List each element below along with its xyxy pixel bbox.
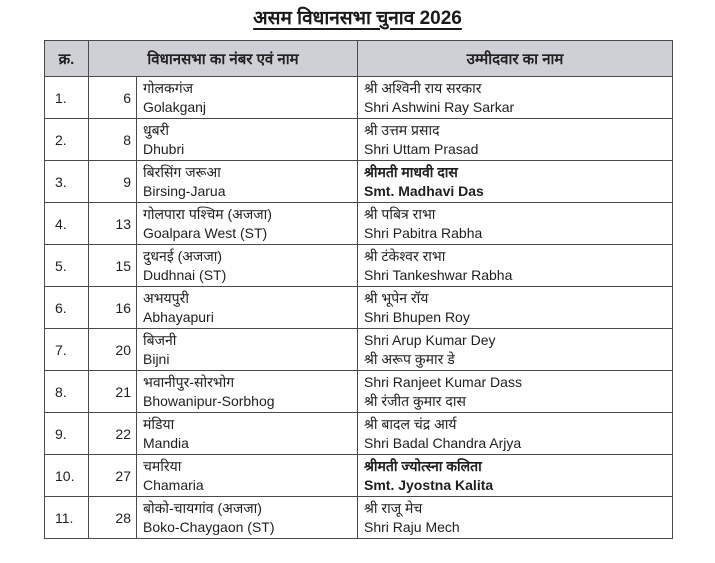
table-row: [45, 287, 673, 329]
constituency-name: [137, 329, 358, 371]
candidate-line-2: Shri Ashwini Ray Sarkar: [364, 98, 515, 115]
table-row: [45, 371, 673, 413]
constituency-name: [137, 245, 358, 287]
header-candidate: उम्मीदवार का नाम: [358, 41, 673, 77]
serial-cell: 6.: [45, 287, 89, 329]
candidate-line-2: Shri Pabitra Rabha: [364, 224, 483, 241]
constituency-name-hindi: बिजनी: [143, 331, 177, 348]
constituency-number: 28: [89, 497, 137, 539]
constituency-number: 8: [89, 119, 137, 161]
constituency-name-english: Golakganj: [143, 98, 207, 115]
table-row: [45, 329, 673, 371]
constituency-name-hindi: दुधनई (अजजा): [143, 247, 222, 264]
constituency-name-english: Bijni: [143, 350, 170, 367]
candidate-line-1: श्री टंकेश्वर राभा: [364, 247, 446, 264]
document-title-text: असम विधानसभा चुनाव 2026: [253, 8, 462, 29]
constituency-name-english: Dhubri: [143, 140, 185, 157]
candidate-line-1: श्री उत्तम प्रसाद: [364, 121, 440, 138]
constituency-name: [137, 77, 358, 119]
constituency-name: [137, 455, 358, 497]
candidate-line-1: श्री अश्विनी राय सरकार: [364, 79, 482, 96]
candidate-line-1: श्री भूपेन रॉय: [364, 289, 429, 306]
serial-cell: 4.: [45, 203, 89, 245]
constituency-name-english: Goalpara West (ST): [143, 224, 268, 241]
candidate-table: [44, 40, 673, 539]
constituency-name-hindi: भवानीपुर-सोरभोग: [143, 373, 235, 390]
constituency-number: 16: [89, 287, 137, 329]
constituency-name-english: Birsing-Jarua: [143, 182, 226, 199]
candidate-name: [358, 245, 673, 287]
serial-cell: 1.: [45, 77, 89, 119]
candidate-line-1: Shri Ranjeet Kumar Dass: [364, 373, 522, 390]
candidate-name: [358, 203, 673, 245]
constituency-number: 27: [89, 455, 137, 497]
serial-cell: 9.: [45, 413, 89, 455]
constituency-number: 15: [89, 245, 137, 287]
constituency-name: [137, 203, 358, 245]
constituency-name: [137, 497, 358, 539]
constituency-name-english: Dudhnai (ST): [143, 266, 227, 283]
constituency-name-english: Mandia: [143, 434, 189, 451]
candidate-name: [358, 329, 673, 371]
serial-cell: 11.: [45, 497, 89, 539]
serial-cell: 7.: [45, 329, 89, 371]
constituency-name: [137, 371, 358, 413]
constituency-name-hindi: बोको-चायगांव (अजजा): [143, 499, 262, 516]
candidate-line-2: श्री अरूप कुमार डे: [364, 350, 455, 367]
candidate-name: [358, 77, 673, 119]
constituency-name: [137, 413, 358, 455]
constituency-name-hindi: मंडिया: [143, 415, 175, 432]
candidate-name: [358, 497, 673, 539]
serial-cell: 10.: [45, 455, 89, 497]
candidate-name: [358, 455, 673, 497]
table-row: [45, 455, 673, 497]
constituency-number: 22: [89, 413, 137, 455]
candidate-line-1: श्रीमती ज्योत्स्ना कलिता: [364, 457, 482, 474]
constituency-number: 13: [89, 203, 137, 245]
candidate-line-2: Shri Uttam Prasad: [364, 140, 479, 157]
constituency-name: [137, 119, 358, 161]
header-serial: क्र.: [45, 41, 89, 77]
table-header-row: [45, 41, 673, 77]
constituency-name-hindi: गोलपारा पश्चिम (अजजा): [143, 205, 272, 222]
constituency-name-hindi: अभयपुरी: [143, 289, 189, 306]
constituency-name-hindi: धुबरी: [143, 121, 169, 138]
candidate-line-2: Shri Raju Mech: [364, 518, 460, 535]
candidate-line-1: Shri Arup Kumar Dey: [364, 331, 496, 348]
table-row: [45, 203, 673, 245]
candidate-line-2: Smt. Jyostna Kalita: [364, 476, 494, 493]
constituency-number: 6: [89, 77, 137, 119]
constituency-name-english: Bhowanipur-Sorbhog: [143, 392, 275, 409]
candidate-line-2: Shri Badal Chandra Arjya: [364, 434, 522, 451]
constituency-name-english: Abhayapuri: [143, 308, 214, 325]
candidate-name: [358, 119, 673, 161]
table-row: [45, 413, 673, 455]
constituency-name-hindi: बिरसिंग जरूआ: [143, 163, 221, 180]
serial-cell: 2.: [45, 119, 89, 161]
candidate-line-2: Shri Tankeshwar Rabha: [364, 266, 513, 283]
candidate-line-1: श्री राजू मेच: [364, 499, 423, 516]
table-row: [45, 497, 673, 539]
constituency-name-hindi: गोलकगंज: [143, 79, 194, 96]
constituency-name-hindi: चमरिया: [143, 457, 182, 474]
candidate-line-1: श्री पबित्र राभा: [364, 205, 436, 222]
candidate-line-2: Shri Bhupen Roy: [364, 308, 470, 325]
candidate-name: [358, 161, 673, 203]
document-title: [0, 4, 715, 30]
constituency-name-english: Chamaria: [143, 476, 204, 493]
serial-cell: 8.: [45, 371, 89, 413]
constituency-number: 21: [89, 371, 137, 413]
table-row: [45, 245, 673, 287]
table-row: [45, 77, 673, 119]
candidate-name: [358, 287, 673, 329]
candidate-line-1: श्रीमती माधवी दास: [364, 163, 458, 180]
table-row: [45, 119, 673, 161]
constituency-name: [137, 287, 358, 329]
candidate-line-2: श्री रंजीत कुमार दास: [364, 392, 466, 409]
candidate-name: [358, 371, 673, 413]
serial-cell: 5.: [45, 245, 89, 287]
constituency-name-english: Boko-Chaygaon (ST): [143, 518, 275, 535]
candidate-name: [358, 413, 673, 455]
table-row: [45, 161, 673, 203]
candidate-line-2: Smt. Madhavi Das: [364, 182, 484, 199]
constituency-number: 20: [89, 329, 137, 371]
serial-cell: 3.: [45, 161, 89, 203]
header-constituency: विधानसभा का नंबर एवं नाम: [89, 41, 358, 77]
constituency-number: 9: [89, 161, 137, 203]
candidate-line-1: श्री बादल चंद्र आर्य: [364, 415, 457, 432]
constituency-name: [137, 161, 358, 203]
